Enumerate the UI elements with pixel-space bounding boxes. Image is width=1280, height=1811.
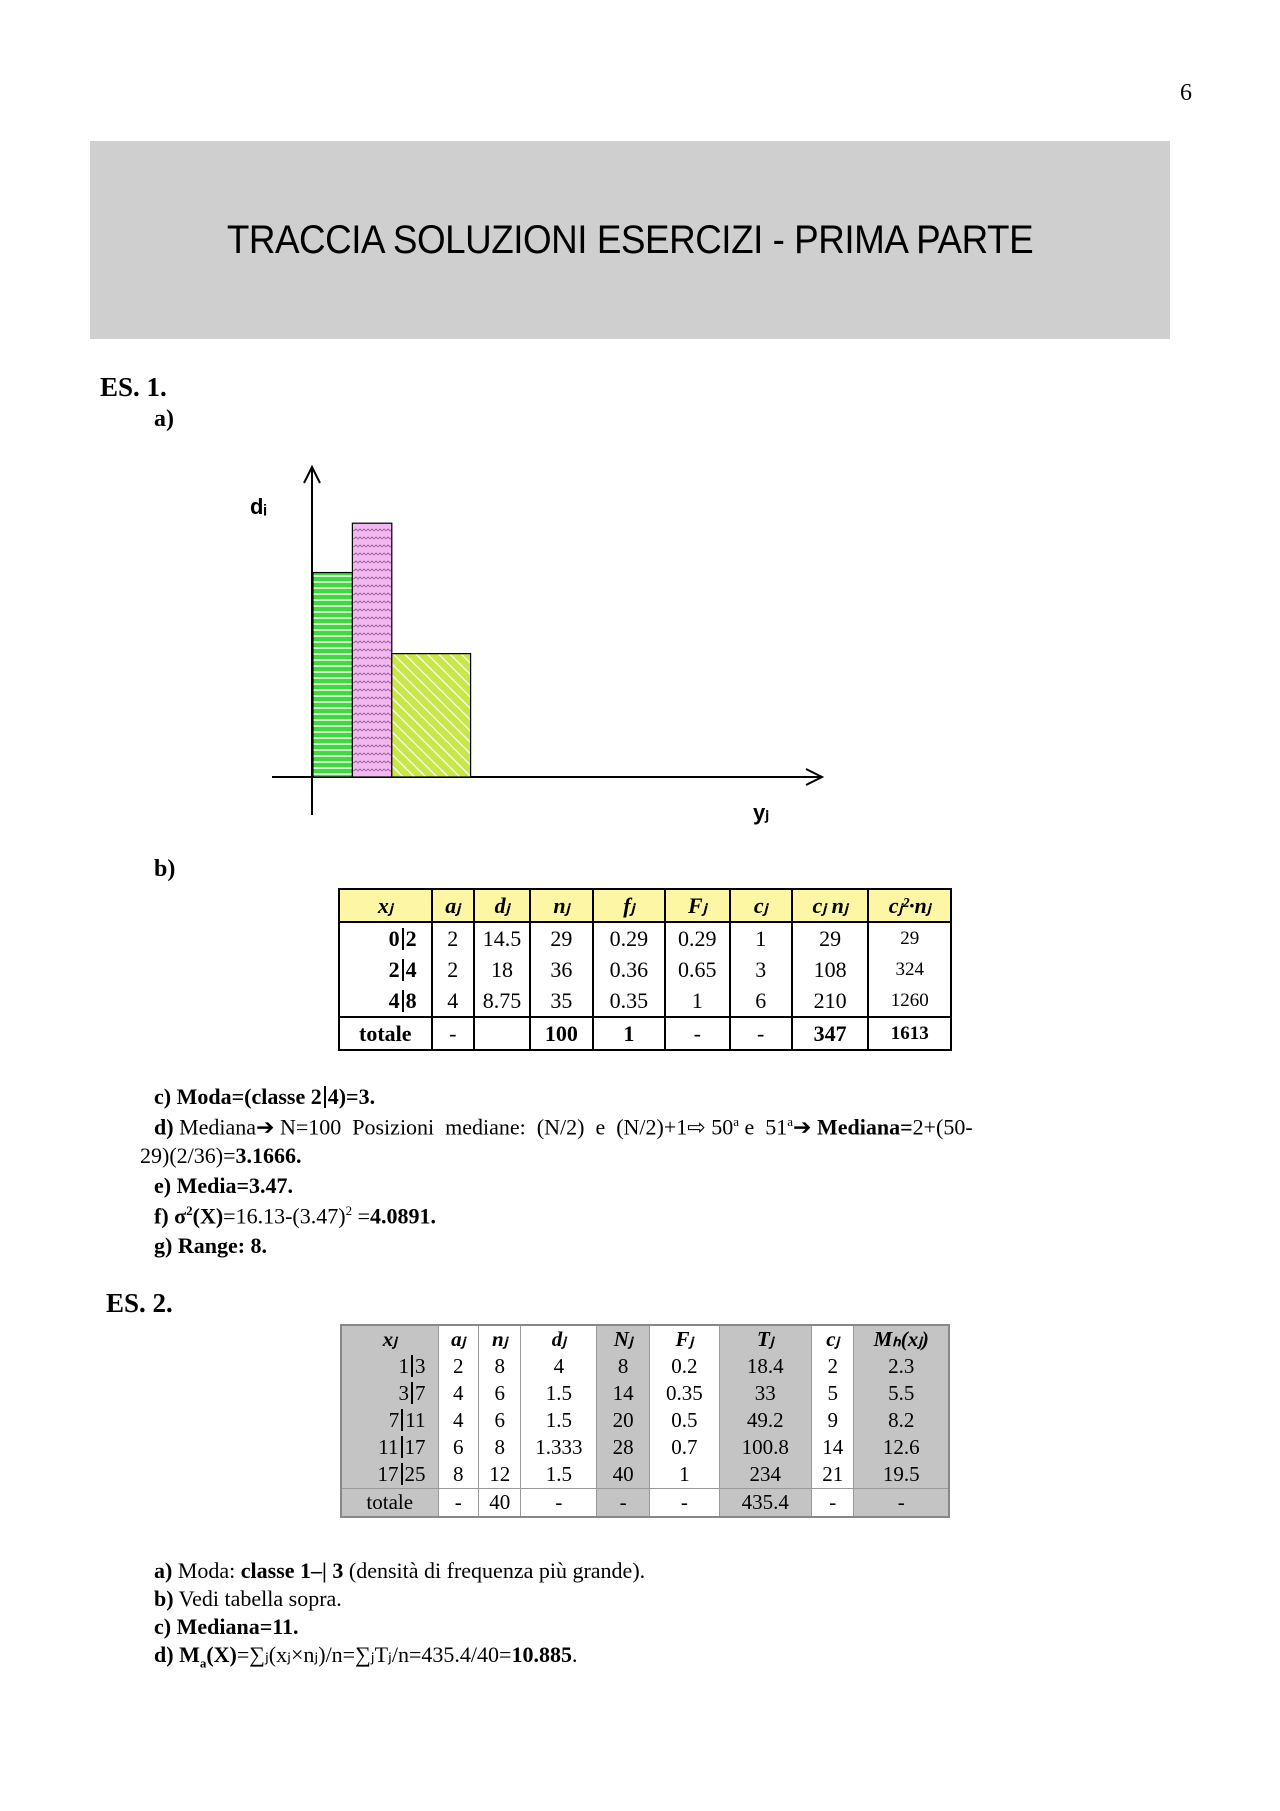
- header-cell: cⱼ²·nⱼ: [868, 889, 951, 922]
- variance-formula: =16.13-(3.47): [223, 1203, 346, 1229]
- cell: 0.35: [593, 985, 665, 1017]
- class-lo: 2: [388, 956, 400, 982]
- header-cell: nⱼ: [478, 1325, 521, 1353]
- cell: 33: [719, 1380, 811, 1407]
- table-total-row: [341, 1489, 949, 1518]
- cell: 1613: [868, 1017, 951, 1050]
- cell: 20: [597, 1407, 650, 1434]
- class-cell: [341, 1380, 438, 1407]
- header-cell: dⱼ: [474, 889, 530, 922]
- es1-b-label: b): [154, 856, 176, 882]
- cell: 1: [665, 985, 729, 1017]
- es2-answer-a: [154, 1558, 645, 1584]
- table-total-row: [339, 1017, 951, 1050]
- variance-x: (X): [192, 1203, 224, 1229]
- cell: -: [438, 1489, 478, 1518]
- total-label: totale: [341, 1489, 438, 1518]
- sup: 2: [186, 1203, 193, 1218]
- total-label: totale: [339, 1017, 432, 1050]
- sigma-symbol: σ: [174, 1203, 187, 1229]
- moda-class: classe 1–| 3: [240, 1558, 344, 1583]
- cell: 1.5: [521, 1461, 597, 1489]
- sub: a: [199, 1655, 207, 1671]
- es2-frequency-table: [340, 1324, 950, 1518]
- class-hi: 17: [404, 1435, 426, 1459]
- cell: 12.6: [854, 1434, 949, 1461]
- cell: 4: [438, 1380, 478, 1407]
- cell: 6: [478, 1380, 521, 1407]
- cell: -: [521, 1489, 597, 1518]
- cell: 29: [530, 922, 592, 954]
- cell: 5: [811, 1380, 854, 1407]
- cell: 29: [792, 922, 869, 954]
- sup: a: [787, 1114, 794, 1129]
- mediana-formula: 2+(50-: [912, 1114, 973, 1140]
- cell: 1.5: [521, 1407, 597, 1434]
- class-lo: 11: [378, 1435, 399, 1459]
- cell: 5.5: [854, 1380, 949, 1407]
- cell: -: [665, 1017, 729, 1050]
- cell: 100.8: [719, 1434, 811, 1461]
- class-lo: 4: [388, 987, 400, 1013]
- item-label: d): [154, 1642, 174, 1667]
- arrow-icon: ➔: [793, 1114, 812, 1140]
- arrow-icon: ➔: [256, 1114, 275, 1140]
- header-cell: cⱼ nⱼ: [792, 889, 869, 922]
- es2-answer-c: [154, 1614, 299, 1640]
- mean-symbol: M: [179, 1642, 200, 1667]
- cell: 12: [478, 1461, 521, 1489]
- media-text: Media=3.47.: [176, 1173, 294, 1198]
- header-cell: Mₕ(xⱼ): [854, 1325, 949, 1353]
- table-row: [341, 1407, 949, 1434]
- cell: 8.2: [854, 1407, 949, 1434]
- class-hi: 3: [415, 1354, 426, 1378]
- mediana-text: Mediana: [179, 1114, 257, 1140]
- cell: 210: [792, 985, 869, 1017]
- header-cell: aⱼ: [432, 889, 474, 922]
- class-cell: [341, 1434, 438, 1461]
- table-row: [341, 1434, 949, 1461]
- header-cell: xⱼ: [339, 889, 432, 922]
- cell: 2: [432, 954, 474, 985]
- es1-answer-e: [154, 1173, 293, 1199]
- page-number: 6: [1180, 80, 1192, 106]
- cell: 28: [597, 1434, 650, 1461]
- cell: -: [730, 1017, 792, 1050]
- class-hi: 4: [405, 956, 417, 982]
- cell: 0.29: [665, 922, 729, 954]
- mediana-positions: N=100 Posizioni mediane: (N/2) e (N/2)+1: [279, 1114, 688, 1140]
- cell: 1.5: [521, 1380, 597, 1407]
- position-51: e 51: [744, 1114, 788, 1140]
- histogram-bar-2-4: [352, 523, 391, 777]
- cell: 19.5: [854, 1461, 949, 1489]
- item-label: c): [154, 1614, 172, 1639]
- cell: 49.2: [719, 1407, 811, 1434]
- cell: 0.29: [593, 922, 665, 954]
- cell: 0.36: [593, 954, 665, 985]
- cell: 36: [530, 954, 592, 985]
- moda-text: Moda=(classe 2: [176, 1084, 322, 1109]
- cell: 6: [478, 1407, 521, 1434]
- range-text: Range: 8.: [177, 1233, 268, 1258]
- cell: 1: [730, 922, 792, 954]
- cell: 8: [597, 1353, 650, 1380]
- class-lo: 1: [398, 1354, 409, 1378]
- variance-result: 4.0891.: [369, 1203, 436, 1229]
- cell: 4: [521, 1353, 597, 1380]
- mediana-result: 3.1666.: [235, 1143, 302, 1168]
- page-title: TRACCIA SOLUZIONI ESERCIZI - PRIMA PARTE: [226, 217, 1034, 262]
- header-cell: cⱼ: [730, 889, 792, 922]
- class-cell: [341, 1353, 438, 1380]
- cell: 1: [593, 1017, 665, 1050]
- cell: 324: [868, 954, 951, 985]
- cell: 40: [478, 1489, 521, 1518]
- hollow-arrow-icon: ⇨: [687, 1114, 706, 1140]
- cell: 2.3: [854, 1353, 949, 1380]
- header-cell: Tⱼ: [719, 1325, 811, 1353]
- x-axis-label: yⱼ: [753, 800, 770, 825]
- mean-formula: =∑ⱼ(xⱼ×nⱼ)/n=∑ⱼTⱼ/n=435.4/40=: [236, 1642, 512, 1667]
- es1-answer-f: [154, 1203, 436, 1229]
- cell: 4: [432, 985, 474, 1017]
- sup: 2: [345, 1203, 353, 1218]
- moda-note: (densità di frequenza più grande).: [343, 1558, 646, 1583]
- class-hi: 2: [405, 925, 417, 951]
- position-50: 50: [711, 1114, 734, 1140]
- cell: 0.2: [650, 1353, 720, 1380]
- cell: 1: [650, 1461, 720, 1489]
- item-label: d): [154, 1114, 174, 1140]
- class-cell: [341, 1461, 438, 1489]
- cell: 0.5: [650, 1407, 720, 1434]
- histogram-bar-4-8: [392, 654, 471, 777]
- header-cell: nⱼ: [530, 889, 592, 922]
- es1-a-label: a): [154, 406, 174, 432]
- mediana-text: Mediana=11.: [176, 1614, 299, 1639]
- cell: 108: [792, 954, 869, 985]
- es2-answer-b: [154, 1586, 342, 1612]
- es1-frequency-table: [338, 888, 952, 1051]
- cell: -: [597, 1489, 650, 1518]
- y-axis-label: dᵢ: [250, 494, 267, 519]
- class-hi: 7: [415, 1381, 426, 1405]
- cell: -: [432, 1017, 474, 1050]
- cell: -: [650, 1489, 720, 1518]
- class-lo: 3: [398, 1381, 409, 1405]
- table-row: [339, 985, 951, 1017]
- cell: 1260: [868, 985, 951, 1017]
- moda-value: 4)=3.: [327, 1084, 376, 1109]
- cell: 21: [811, 1461, 854, 1489]
- cell: 8: [478, 1434, 521, 1461]
- es2-answer-d: [154, 1642, 577, 1671]
- moda-text: Moda:: [177, 1558, 241, 1583]
- mean-x: (X): [206, 1642, 237, 1667]
- header-cell: fⱼ: [593, 889, 665, 922]
- cell: 0.35: [650, 1380, 720, 1407]
- es1-answer-c: [154, 1084, 375, 1110]
- es2-heading: ES. 2.: [106, 1288, 173, 1318]
- header-cell: Nⱼ: [597, 1325, 650, 1353]
- table-row: [341, 1353, 949, 1380]
- header-cell: cⱼ: [811, 1325, 854, 1353]
- cell: 14.5: [474, 922, 530, 954]
- vedi-tabella-text: Vedi tabella sopra.: [178, 1586, 342, 1611]
- mediana-formula-cont: 29)(2/36)=: [140, 1143, 236, 1168]
- class-cell: [339, 985, 432, 1017]
- cell: 0.7: [650, 1434, 720, 1461]
- class-lo: 17: [377, 1462, 399, 1486]
- es1-answer-d: [154, 1114, 1184, 1140]
- sup: a: [733, 1114, 739, 1129]
- cell: 35: [530, 985, 592, 1017]
- item-label: c): [154, 1084, 172, 1109]
- table-row: [341, 1461, 949, 1489]
- table-header-row: [341, 1325, 949, 1353]
- table-row: [339, 954, 951, 985]
- cell: 8.75: [474, 985, 530, 1017]
- equals: =: [352, 1203, 370, 1229]
- cell: 2: [811, 1353, 854, 1380]
- cell: -: [854, 1489, 949, 1518]
- cell: 40: [597, 1461, 650, 1489]
- cell: 29: [868, 922, 951, 954]
- item-label: b): [154, 1586, 174, 1611]
- class-cell: [339, 922, 432, 954]
- cell: 3: [730, 954, 792, 985]
- cell: 8: [478, 1353, 521, 1380]
- cell: 9: [811, 1407, 854, 1434]
- table-header-row: [339, 889, 951, 922]
- table-row: [341, 1380, 949, 1407]
- header-cell: dⱼ: [521, 1325, 597, 1353]
- table-row: [339, 922, 951, 954]
- header-cell: Fⱼ: [650, 1325, 720, 1353]
- class-hi: 8: [405, 987, 417, 1013]
- cell: 234: [719, 1461, 811, 1489]
- cell: 18.4: [719, 1353, 811, 1380]
- item-label: g): [154, 1233, 173, 1258]
- cell: -: [811, 1489, 854, 1518]
- mediana-label: Mediana=: [816, 1114, 913, 1140]
- cell: 435.4: [719, 1489, 811, 1518]
- class-cell: [341, 1407, 438, 1434]
- cell: 14: [597, 1380, 650, 1407]
- class-cell: [339, 954, 432, 985]
- cell: 6: [730, 985, 792, 1017]
- class-lo: 0: [388, 925, 400, 951]
- mean-result: 10.885: [511, 1642, 572, 1667]
- class-hi: 11: [405, 1408, 426, 1432]
- cell: 1.333: [521, 1434, 597, 1461]
- period: .: [571, 1642, 578, 1667]
- cell: 2: [432, 922, 474, 954]
- cell: 8: [438, 1461, 478, 1489]
- class-lo: 7: [388, 1408, 400, 1432]
- cell: 6: [438, 1434, 478, 1461]
- cell: 14: [811, 1434, 854, 1461]
- cell: 100: [530, 1017, 592, 1050]
- class-hi: 25: [404, 1462, 426, 1486]
- item-label: a): [154, 1558, 173, 1583]
- es1-answer-g: [154, 1233, 267, 1259]
- cell: 4: [438, 1407, 478, 1434]
- header-cell: aⱼ: [438, 1325, 478, 1353]
- cell: 18: [474, 954, 530, 985]
- header-cell: Fⱼ: [665, 889, 729, 922]
- item-label: f): [154, 1203, 169, 1229]
- cell: [474, 1017, 530, 1050]
- es1-heading: ES. 1.: [100, 372, 167, 402]
- cell: 2: [438, 1353, 478, 1380]
- cell: 0.65: [665, 954, 729, 985]
- es1-answer-d-line2: [140, 1143, 302, 1169]
- histogram-chart: [250, 455, 850, 835]
- histogram-bar-0-2: [313, 573, 352, 777]
- header-cell: xⱼ: [341, 1325, 438, 1353]
- item-label: e): [154, 1173, 172, 1198]
- cell: 347: [792, 1017, 869, 1050]
